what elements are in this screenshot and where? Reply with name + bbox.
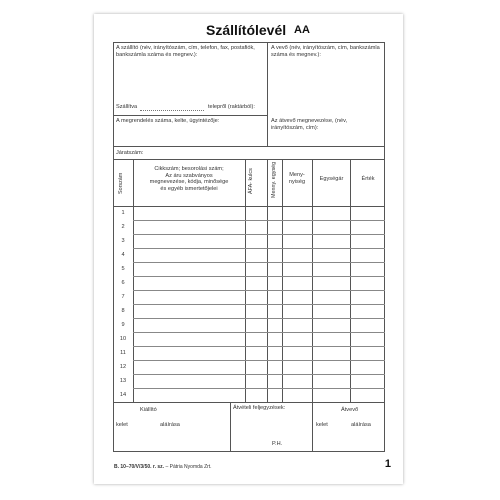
supplier-label: A szállító (név, irányítószám, cím, telefon, fax, postafiók, bankszámla száma és megnev.): <box>116 45 255 58</box>
publisher: – Pátria Nyomda Zrt. <box>165 464 212 470</box>
ship-dotted-line <box>140 110 204 111</box>
issuer-label: Kiállító <box>140 407 157 413</box>
receiver-label: Az átvevő megnevezése, (név, irányítószám, cím): <box>271 118 348 131</box>
row-line <box>133 388 385 389</box>
line-a <box>113 115 267 116</box>
row-number: 13 <box>119 377 127 384</box>
col-sorszam: Sorszám <box>118 172 124 194</box>
table-bottom-line <box>113 402 385 403</box>
row-line <box>133 360 385 361</box>
row-number: 7 <box>121 293 125 300</box>
row-line <box>133 220 385 221</box>
row-line <box>133 234 385 235</box>
row-line <box>133 262 385 263</box>
col-mee: Menny. egység <box>271 161 277 198</box>
row-line <box>133 304 385 305</box>
form-number: B. 10–70/V/3/50. r. sz. <box>114 464 165 470</box>
receiver-date-label: kelet <box>316 422 328 428</box>
row-number: 11 <box>120 349 126 356</box>
receiver-sign-label: Átvevő <box>341 407 359 413</box>
col-line-4 <box>282 159 283 402</box>
row-number: 14 <box>119 391 127 398</box>
delivery-note-form <box>94 14 403 484</box>
row-line <box>133 346 385 347</box>
line-b <box>113 146 385 147</box>
form-title: Szállítólevél <box>206 22 287 38</box>
col-line-2 <box>245 159 246 402</box>
row-number: 1 <box>121 209 125 216</box>
row-number: 3 <box>121 237 125 244</box>
line-c <box>113 159 385 160</box>
row-number: 12 <box>119 363 127 370</box>
col-egysegar: Egységár <box>319 176 344 182</box>
col-menny: Meny- nyiség <box>288 172 306 185</box>
row-number: 2 <box>121 223 125 230</box>
row-line <box>133 332 385 333</box>
row-number: 8 <box>121 307 125 314</box>
header-bottom-line <box>113 206 385 207</box>
col-cikk: Cikkszám; besorolási szám; Az áru szabványos megnevezése, kódja, minősége és egyéb ismertetőjelei <box>149 166 229 192</box>
receipt-notes-label: Átvételi feljegyzések: <box>233 405 286 411</box>
bottom-line-1 <box>230 402 231 452</box>
col-line-6 <box>350 159 351 402</box>
order-label: A megrendelés száma, kelte, ügyintézője: <box>116 118 220 124</box>
col-line-5 <box>312 159 313 402</box>
receiver-signature-label: aláírása <box>351 422 371 428</box>
row-number: 6 <box>121 279 125 286</box>
top-divider <box>267 42 268 146</box>
row-line <box>133 318 385 319</box>
row-line <box>133 276 385 277</box>
col-afa: ÁFA- kulcs <box>248 168 254 194</box>
ship-suffix: telepről (raktárból): <box>208 104 255 110</box>
ship-prefix: Szállítva <box>116 104 138 110</box>
page-number: 1 <box>384 458 391 470</box>
row-number: 10 <box>119 335 127 342</box>
col-line-3 <box>267 159 268 402</box>
col-ertek: Érték <box>361 176 375 182</box>
issuer-signature-label: aláírása <box>160 422 180 428</box>
form-footer <box>114 464 212 470</box>
issuer-date-label: kelet <box>116 422 128 428</box>
vehicle-label: Járatszám: <box>116 150 144 156</box>
bottom-line-2 <box>312 402 313 452</box>
row-number: 5 <box>121 265 125 272</box>
buyer-label: A vevő (név, irányítószám, cím, bankszámla száma és megnev.): <box>271 45 380 58</box>
col-line-1 <box>133 159 134 402</box>
row-number: 9 <box>121 321 125 328</box>
row-number: 4 <box>121 251 125 258</box>
form-code: AA <box>294 24 310 36</box>
stamp-label: P.H. <box>272 441 283 447</box>
row-line <box>133 290 385 291</box>
row-line <box>133 374 385 375</box>
row-line <box>133 248 385 249</box>
